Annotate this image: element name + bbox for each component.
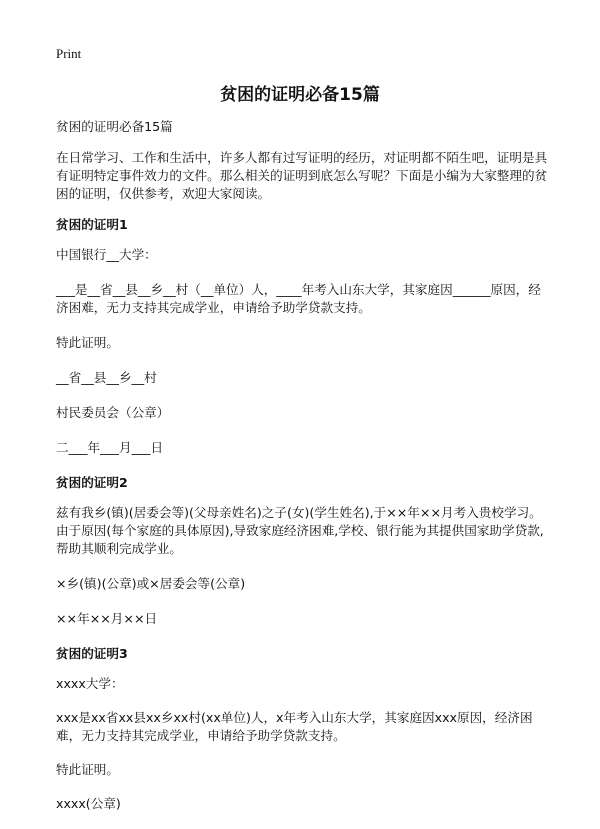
salutation: 中国银行__大学：	[56, 247, 157, 262]
date-line: ××年××月××日	[56, 611, 158, 626]
document-body	[56, 118, 548, 829]
certificate-body: xxx是xx省xx县xx乡xx村(xx单位)人，x年考入山东大学，其家庭因xxx原因，经济困难，无力支持其完成学业，申请给予助学贷款支持。	[56, 710, 533, 743]
closing-line: 特此证明。	[56, 762, 119, 777]
certificate-body: ___是__省__县__乡__村（__单位）人，____年考入山东大学，其家庭因______原因，经济困难，无力支持其完成学业，申请给予助学贷款支持。	[56, 282, 541, 315]
seal-line: ×乡(镇)(公章)或×居委会等(公章)	[56, 576, 246, 591]
section-heading: 贫困的证明3	[56, 646, 128, 661]
closing-line: 特此证明。	[56, 335, 119, 350]
document-subtitle: 贫困的证明必备15篇	[56, 119, 173, 134]
intro-paragraph: 在日常学习、工作和生活中，许多人都有过写证明的经历，对证明都不陌生吧，证明是具有证明特定事件效力的文件。那么相关的证明到底怎么写呢？下面是小编为大家整理的贫困的证明，仅供参考，欢迎大家阅读。	[56, 150, 548, 201]
page-title: 贫困的证明必备15篇	[220, 85, 380, 105]
seal-line: 村民委员会（公章）	[56, 405, 170, 420]
section-heading: 贫困的证明2	[56, 475, 128, 490]
address-line: __省__县__乡__村	[56, 370, 157, 385]
certificate-body: 兹有我乡(镇)(居委会等)(父母亲姓名)之子(女)(学生姓名),于××年××月考入贵校学习。由于原因(每个家庭的具体原因),导致家庭经济困难,学校、银行能为其提供国家助学贷款,帮助其顺利完成学业。	[56, 505, 544, 556]
salutation: xxxx大学：	[56, 676, 124, 691]
seal-line: xxxx(公章)	[56, 796, 121, 811]
print-link[interactable]: Print	[56, 46, 82, 61]
section-heading: 贫困的证明1	[56, 217, 128, 232]
date-line: 二___年___月___日	[56, 440, 164, 455]
